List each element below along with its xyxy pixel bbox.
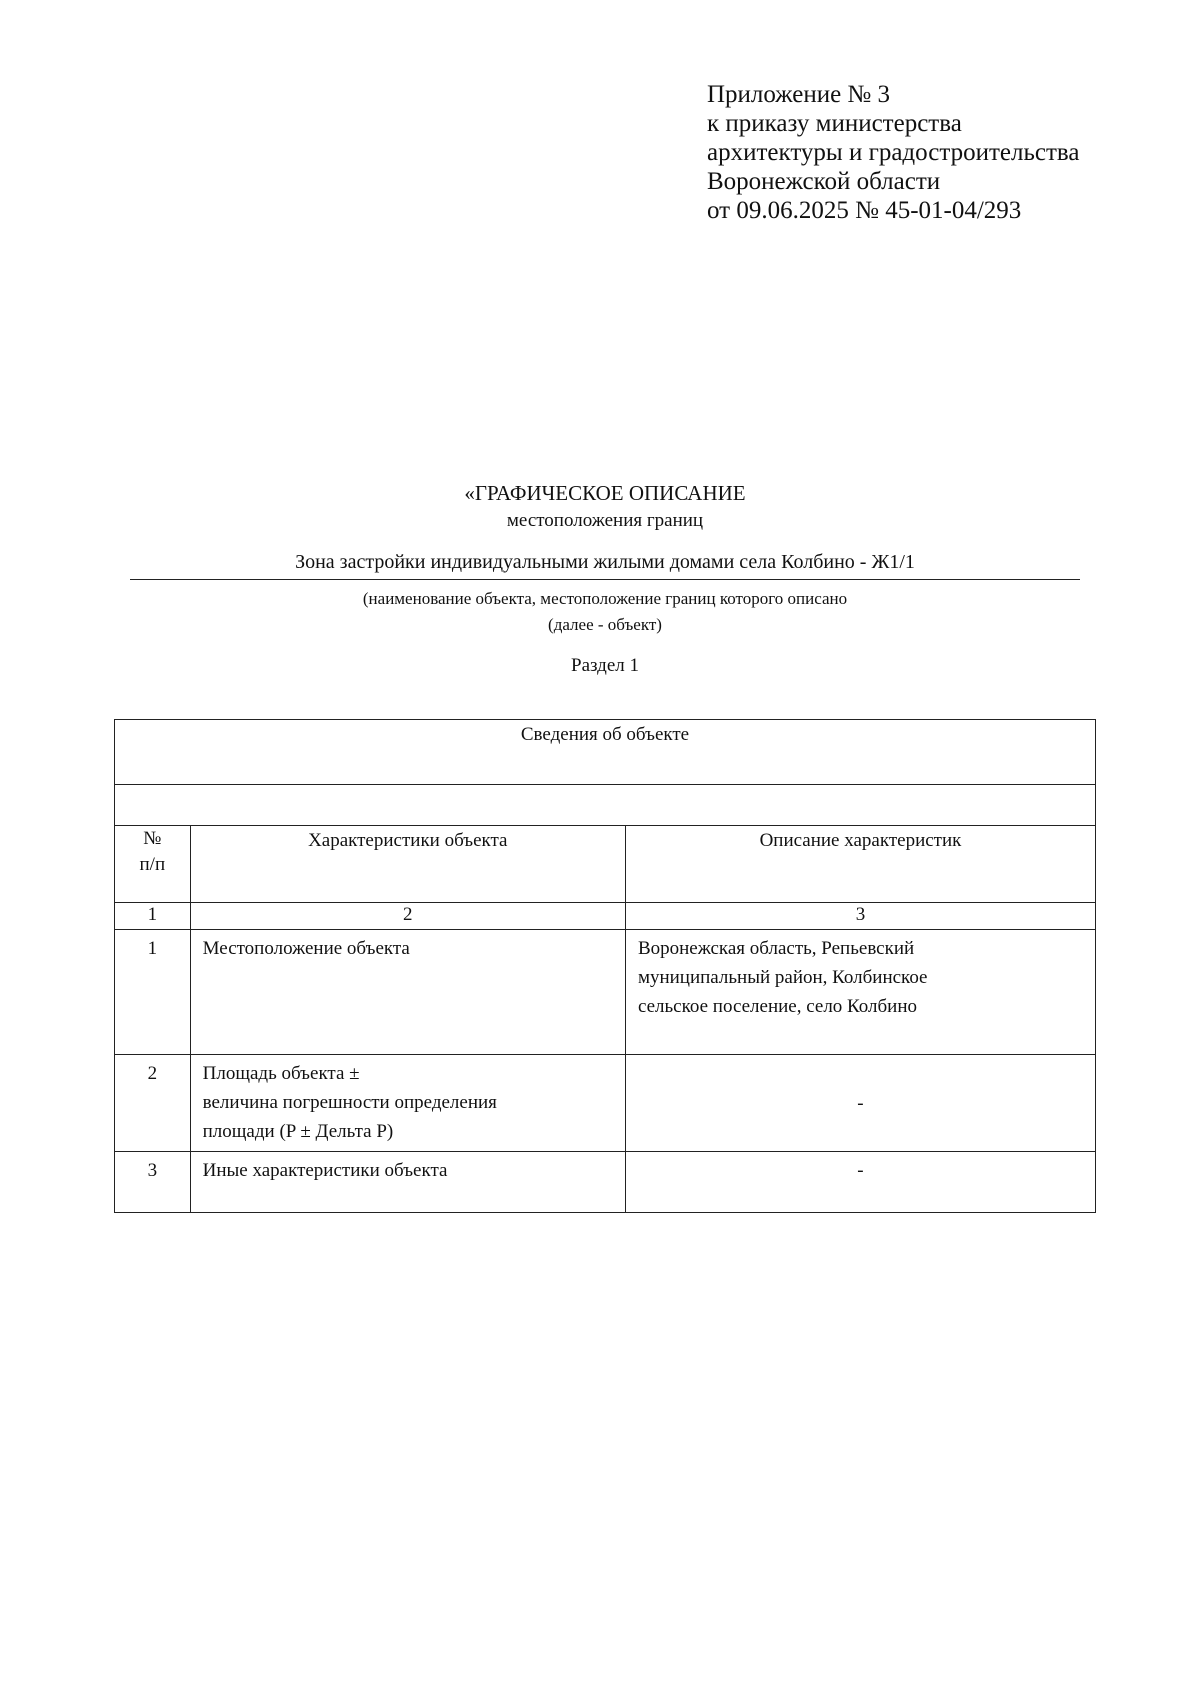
row-number-cell (115, 1055, 191, 1152)
row-characteristic: Местоположение объекта (202, 938, 410, 959)
appendix-number: Приложение № 3 (707, 81, 891, 108)
row-number: 1 (147, 938, 158, 959)
row-number: 2 (147, 1063, 158, 1084)
title-block (130, 480, 1080, 678)
table-title-row (115, 720, 1096, 785)
row-characteristic: Иные характеристики объекта (202, 1160, 448, 1181)
table-row (115, 1152, 1096, 1213)
object-info-table (114, 719, 1096, 1213)
document-subtitle: местоположения границ (506, 510, 704, 531)
object-caption (130, 586, 1080, 638)
table-header-row (115, 826, 1096, 903)
row-description-line: сельское поселение, село Колбино (637, 996, 918, 1017)
table-row (115, 930, 1096, 1055)
object-caption-line: (далее - объект) (548, 615, 662, 634)
object-name: Зона застройки индивидуальными жилыми домами села Колбино - Ж1/1 (130, 549, 1080, 580)
column-number: 2 (190, 903, 625, 930)
document-title: «ГРАФИЧЕСКОЕ ОПИСАНИЕ (464, 481, 746, 505)
row-number: 3 (147, 1160, 158, 1181)
row-characteristic-cell (190, 1152, 625, 1213)
table-empty-row (115, 785, 1096, 826)
table-row (115, 1055, 1096, 1152)
section-label: Раздел 1 (571, 655, 639, 676)
row-characteristic-cell (190, 1055, 625, 1152)
row-characteristic-cell (190, 930, 625, 1055)
object-caption-line: (наименование объекта, местоположение границ которого описано (362, 589, 848, 608)
row-number-cell (115, 1152, 191, 1213)
appendix-header (707, 80, 1079, 225)
header-num-sign: № (143, 828, 162, 849)
row-description-cell (625, 930, 1095, 1055)
column-number: 1 (115, 903, 191, 930)
appendix-order-ref: к приказу министерства (707, 110, 962, 137)
table-empty-cell (115, 785, 1096, 826)
row-description-line: Воронежская область, Репьевский (637, 938, 915, 959)
header-num-abbr: п/п (139, 854, 166, 875)
header-num-cell (115, 826, 191, 903)
row-characteristic (191, 1055, 625, 1146)
row-characteristic-line: Площадь объекта ± (202, 1063, 360, 1084)
header-characteristics: Характеристики объекта (190, 826, 625, 903)
appendix-date-number: от 09.06.2025 № 45-01-04/293 (707, 197, 1022, 224)
appendix-region: Воронежской области (707, 168, 941, 195)
column-number: 3 (625, 903, 1095, 930)
row-description: - (625, 1055, 1095, 1152)
row-characteristic-line: величина погрешности определения (202, 1092, 497, 1113)
row-description: - (625, 1152, 1095, 1213)
table-title: Сведения об объекте (115, 720, 1096, 785)
table-column-number-row (115, 903, 1096, 930)
header-description: Описание характеристик (625, 826, 1095, 903)
row-number-cell (115, 930, 191, 1055)
row-description (626, 930, 1095, 1021)
row-description-line: муниципальный район, Колбинское (637, 967, 928, 988)
row-characteristic-line: площади (P ± Дельта P) (202, 1121, 394, 1142)
appendix-ministry: архитектуры и градостроительства (707, 139, 1080, 166)
